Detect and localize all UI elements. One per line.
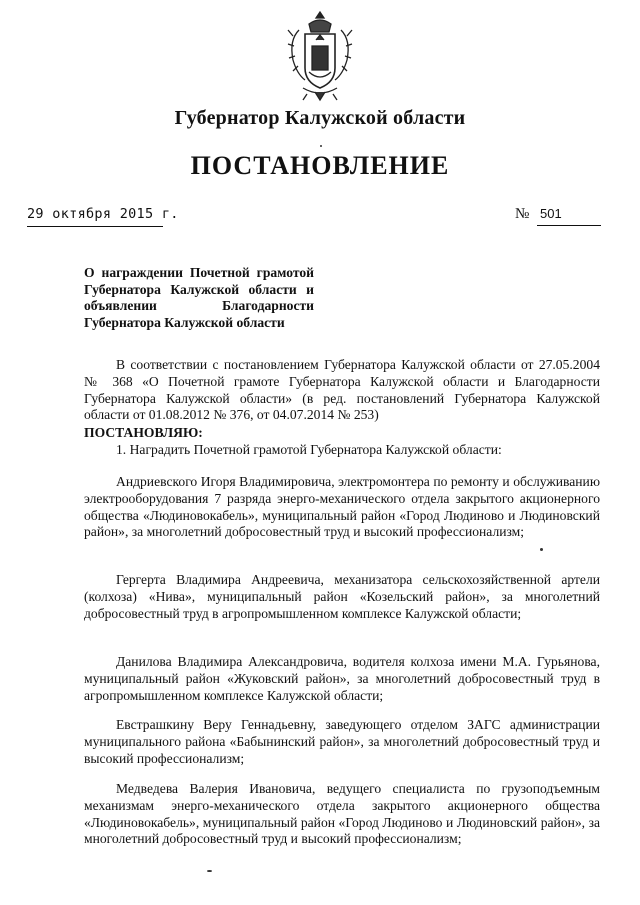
awardee-paragraph: Данилова Владимира Александровича, водителя колхоза имени М.А. Гурьянова, муниципальный район «Жуковский район», за многолетний добросовестный труд в агропромышленном комплексе Калужской области; [84,654,600,703]
scan-speck [320,145,322,147]
document-number-label: № [515,206,530,222]
document-type-title: ПОСТАНОВЛЕНИЕ [190,151,450,180]
issuing-authority: Губернатор Калужской области [174,107,466,129]
coat-of-arms-icon [285,10,355,102]
scan-speck [540,548,543,551]
preamble-paragraph: В соответствии с постановлением Губернатора Калужской области от 27.05.2004 № 368 «О Почетной грамоте Губернатора Калужской области и Благодарности Губернатора Калужской области» (в ред. постановлений Губернатора Калужской области от 01.08.2012 № 376, от 04.07.2014 № 253) [84,357,600,423]
item-1-heading: 1. Наградить Почетной грамотой Губернатора Калужской области: [116,442,502,457]
awardee-paragraph: Гергерта Владимира Андреевича, механизатора сельскохозяйственной артели (колхоза) «Нива», муниципальный район «Козельский район», за многолетний добросовестный труд в агропромышленном комплексе Калужской области; [84,572,600,621]
document-number: 501 [540,206,562,221]
awardee-paragraph: Медведева Валерия Ивановича, ведущего специалиста по грузоподъемным механизмам энерго-механического отдела закрытого акционерного общества «Людиновокабель», муниципальный район «Город Людиново и Людиновский район», за многолетний добросовестный труд и высокий профессионализм; [84,781,600,847]
resolve-heading: ПОСТАНОВЛЯЮ: [84,425,203,440]
document-date: 29 октября 2015 г. [27,206,179,222]
awardee-paragraph: Андриевского Игоря Владимировича, электромонтера по ремонту и обслуживанию электрооборудования 7 разряда энерго-механического отдела закрытого акционерного общества «Людиновокабель», муниципальный район «Город Людиново и Людиновский район», за многолетний добросовестный труд и высокий профессионализм; [84,474,600,540]
scan-speck [207,870,212,872]
number-underline [537,225,601,226]
document-subject: О награждении Почетной грамотой Губернатора Калужской области и объявлении Благодарности Губернатора Калужской области [84,265,314,330]
awardee-paragraph: Евстрашкину Веру Геннадьевну, заведующего отделом ЗАГС администрации муниципального района «Бабынинский район», за многолетний добросовестный труд и высокий профессионализм; [84,717,600,766]
date-underline [27,226,163,227]
